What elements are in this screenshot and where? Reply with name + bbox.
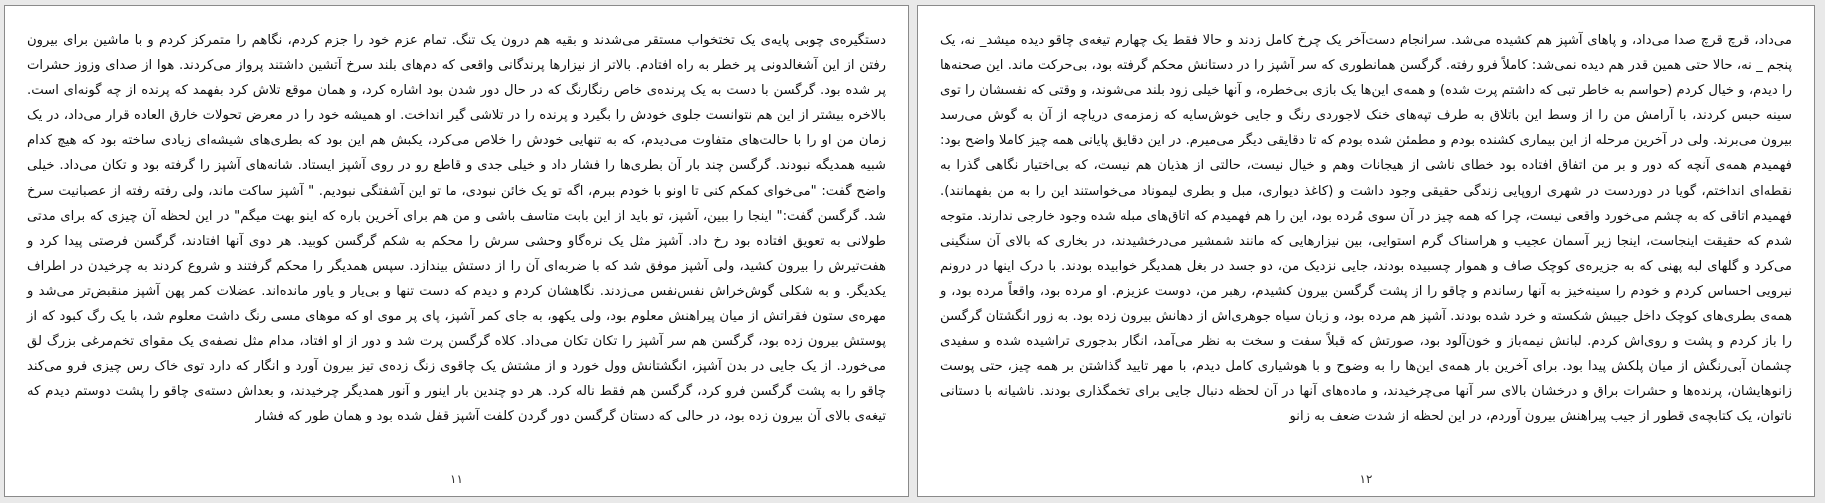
- paragraph-right: می‌داد، قرچ قرچ صدا می‌داد، و پاهای آشپز هم کشیده می‌شد. سرانجام دست‌آخر یک چرخ کامل زدند و حالا فقط یک چهارم تیغه‌ی چاقو دیده میشد_ نه، یک پنجم _ نه، حالا حتی همین قدر هم دیده نمی‌شد: کاملاً فرو رفته. گرگسن همانطوری که سر آشپز را در دستانش محکم گرفته بود، بی‌حرکت ماند. این صحنه‌ها را دیدم، و خیال کردم (حواسم به خاطر تبی که داشتم پرت شده) و همه‌ی این‌ها یک بازی بی‌خطره، و آنها خیلی زود بلند می‌شوند، و وقتی که نفسشان را توی سینه حبس کردند، با آرامش من را از وسط این باتلاق به طرف تپه‌های خنک لاجوردی رنگ و جایی خوش‌سایه که زمزمه‌ی دریاچه از آن به گوش می‌رسد بیرون می‌برند. ولی در آخرین مرحله از این بیماری کشنده بودم و مطمئن شده بودم که تا دقایقی دیگر می‌میرم. در این دقایق پایانی همه چیز کاملا واضح بود: فهمیدم همه‌ی آنچه که دور و بر من اتفاق افتاده بود خطای ناشی از هیجانات وهم و خیال نیست، حالتی از هذیان هم نیست، که بی‌اختیار نگاهی گذرا به نقطه‌ای انداختم، گویا در دوردست در شهری اروپایی زندگی حقیقی وجود داشت و (کاغذ دیواری، مبل و بطری لیموناد می‌خواستند این را به من بفهمانند). فهمیدم اتاقی که به چشم می‌خورد واقعی نیست، چرا که همه چیز در آن سوی مُرده بود، این را هم فهمیدم که اتاق‌های مبله شده وجود خارجی ندارند. متوجه شدم که حقیقت اینجاست، اینجا زیر آسمان عجیب و هراسناک گرم استوایی، بین نیزارهایی که مانند شمشیر می‌درخشیدند، در بخاری که بالای آن سنگینی می‌کرد و گلهای لبه پهنی که به جزیره‌ی کوچک صاف و هموار چسبیده بودند، جایی نزدیک من، دو جسد در بغل همدیگر خوابیده بودند. با درک اینها در درونم نیرویی احساس کردم و خودم را سینه‌خیز به آنها رساندم و چاقو را از پشت گرگسن بیرون کشیدم، رهبر من، دوست عزیزم. او مرده بود، واقعاً مرده بود، و همه‌ی بطری‌های کوچک داخل جیبش شکسته و خرد شده بودند. آشپز هم مرده بود، و زبان سیاه جوهری‌اش از دهانش بیرون زده بود. به زور انگشتان گرگسن را باز کردم و پشت و روی‌اش کردم. لبانش نیمه‌باز و خون‌آلود بود، صورتش که قبلاً سفت و سخت به نظر می‌آمد، انگار بدجوری تراشیده شده و سفیدی چشمان آبی‌رنگش از میان پلکش پیدا بود. برای آخرین بار همه‌ی این‌ها را به وضوح و با هوشیاری کامل دیدم، با مهر تایید گذاشتن بر همه چیز، حتی پوست زانوهایشان، پرنده‌ها و حشرات براق و درخشان بالای سر آنها می‌چرخیدند، و ماده‌های آنها در آن لحظه دنبال جایی برای تخمگذاری بودند. ناشیانه با دستانی ناتوان، یک کتابچه‌ی قطور از جیب پیراهنش بیرون آوردم، در این لحظه از شدت ضعف به زانو: [940, 33, 1792, 425]
- page-number-right: ۱۲: [1359, 472, 1373, 486]
- page-number-left: ۱۱: [450, 472, 463, 486]
- page-text-left: [5, 6, 908, 446]
- page-text-right: [918, 6, 1814, 446]
- page-left: [4, 5, 909, 497]
- page-right: [917, 5, 1815, 497]
- paragraph-left: دستگیره‌ی چوبی پایه‌ی یک تختخواب مستقر می‌شدند و بقیه هم درون یک تنگ. تمام عزم خود را جزم کردم، نگاهم را متمرکز کردم و با ماشین برای بیرون رفتن از این آشغالدونی پر خطر به راه افتادم. بالاتر از نیزارها پرندگانی واقعی که دم‌های بلند سرخ آتشین داشتند پرواز می‌کردند. هوا از صدای وزوز حشرات پر شده بود. گرگسن با دست به یک پرنده‌ی خاص رنگارنگ که در حال دور شدن بود اشاره کرد، و همان موقع تلاش کرد بفهمد که پرنده از چه گونه‌ای است. بالاخره بیشتر از این هم نتوانست جلوی خودش را بگیرد و پرنده را در تلاشی گیر انداخت. او همیشه خود را در معرض تحولات خارق العاده قرار می‌داد، در یک زمان من او را با حالت‌های متفاوت می‌دیدم، که به تنهایی خودش را خلاص می‌کرد، یکبش هم این بود که بطری‌های شیشه‌ای زیادی ساخته بود که هیچ کدام شبیه همدیگه نبودند. گرگسن چند بار آن بطری‌ها را فشار داد و خیلی جدی و قاطع رو در روی آشپز ایستاد. شانه‌های آشپز را گرفته بود و تکان می‌داد. خیلی واضح گفت: "می‌خوای کمکم کنی تا اونو با خودم ببرم، اگه تو یک خائن نبودی، ما تو این آشفتگی نبودیم. " آشپز ساکت ماند، ولی رفته رفته از عصبانیت سرخ شد. گرگسن گفت:" اینجا را ببین، آشپز، تو باید از این بابت متاسف باشی و من هم برای آخرین باره که اینو بهت میگم" در این لحظه آن چیزی که برای مدتی طولانی به تعویق افتاده بود رخ داد. آشپز مثل یک نره‌گاو وحشی سرش را محکم به شکم گرگسن کوبید. هر دوی آنها افتادند، گرگسن فرصتی پیدا کرد و هفت‌تیرش را بیرون کشید، ولی آشپز موفق شد که با ضربه‌ای آن را از دستش بیندازد. سپس همدیگر را محکم گرفتند و شروع کردند به چرخیدن در اطراف یکدیگر. و به شکلی گوش‌خراش نفس‌نفس می‌زدند. نگاهشان کردم و دیدم که دست تنها و بی‌یار و یاور مانده‌اند. عضلات کمر پهن آشپز منقبض‌تر می‌شد و مهره‌ی ستون فقراتش از میان پیراهنش معلوم بود، ولی یکهو، به جای کمر آشپز، پای پر موی او که موهای مسی رنگ داشت معلوم شد، با یک رگ کبود که از پوستش بیرون زده بود، گرگسن هم سر آشپز را تکان تکان می‌داد. کلاه گرگسن پرت شد و دور از او افتاد، مدام مثل نصفه‌ی یک مقوای تخم‌مرغی بزرگ لق می‌خورد. از یک جایی در بدن آشپز، انگشتانش وول خورد و از مشتش یک چاقوی زنگ زده‌ی تیز بیرون آورد و انگار که دارد توی خاک رس چیزی فرو می‌کند چاقو را به پشت گرگسن فرو کرد، گرگسن هم فقط ناله کرد. هر دو چندین بار اینور و آنور همدیگر چرخیدند، و بعداش دسته‌ی چاقو را پشت دوستم دیدم که تیغه‌ی بالای آن بیرون زده بود، در حالی که دستان گرگسن دور گردن کلفت آشپز قفل شده بود و همان طور که فشار: [27, 33, 886, 425]
